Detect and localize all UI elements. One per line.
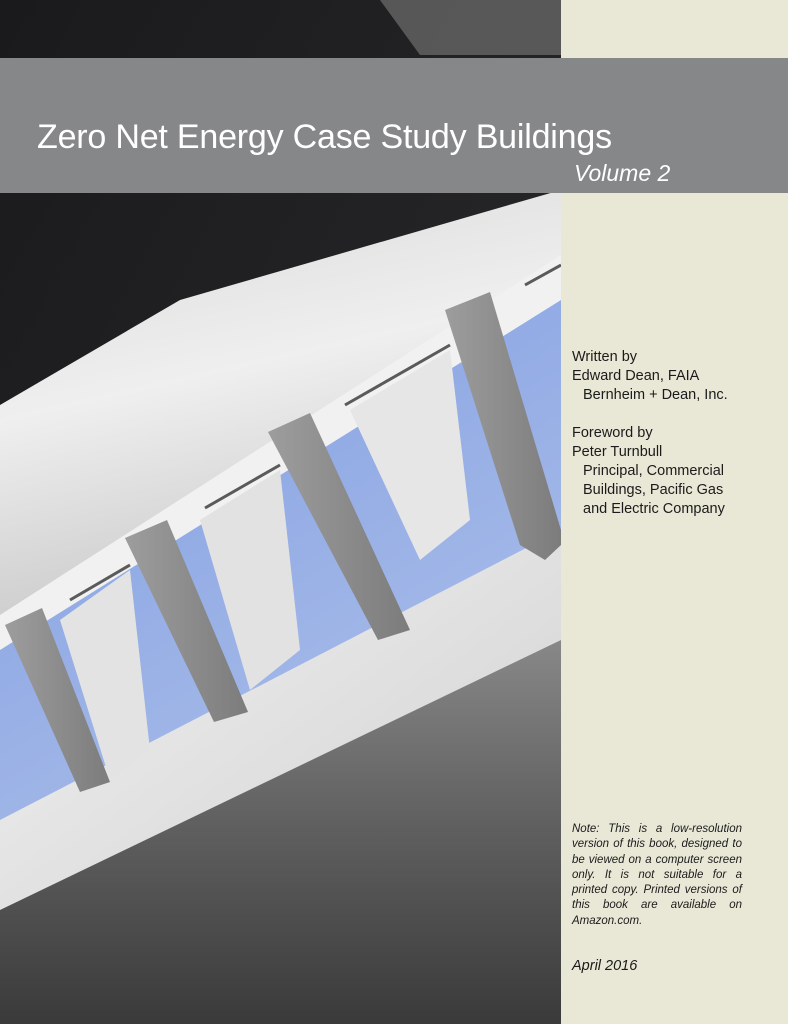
book-title: Zero Net Energy Case Study Buildings — [37, 118, 612, 156]
low-resolution-note: Note: This is a low-resolution version of this book, designed to be viewed on a computer screen only. It is not suitable for a printed copy. Printed versions of this book are available on Amazon.com. — [572, 823, 742, 927]
author-name: Edward Dean, FAIA — [572, 368, 700, 384]
foreword-role-line: and Electric Company — [583, 501, 725, 517]
foreword-credit — [572, 424, 772, 519]
written-by-label: Written by — [572, 349, 638, 365]
foreword-role-line: Buildings, Pacific Gas — [583, 482, 724, 498]
author-credit — [572, 348, 772, 405]
volume-label: Volume 2 — [574, 160, 671, 186]
author-firm: Bernheim + Dean, Inc. — [583, 387, 728, 403]
foreword-label: Foreword by — [572, 425, 653, 441]
publication-date: April 2016 — [572, 958, 638, 974]
foreword-role-line: Principal, Commercial — [583, 463, 725, 479]
foreword-name: Peter Turnbull — [572, 444, 663, 460]
